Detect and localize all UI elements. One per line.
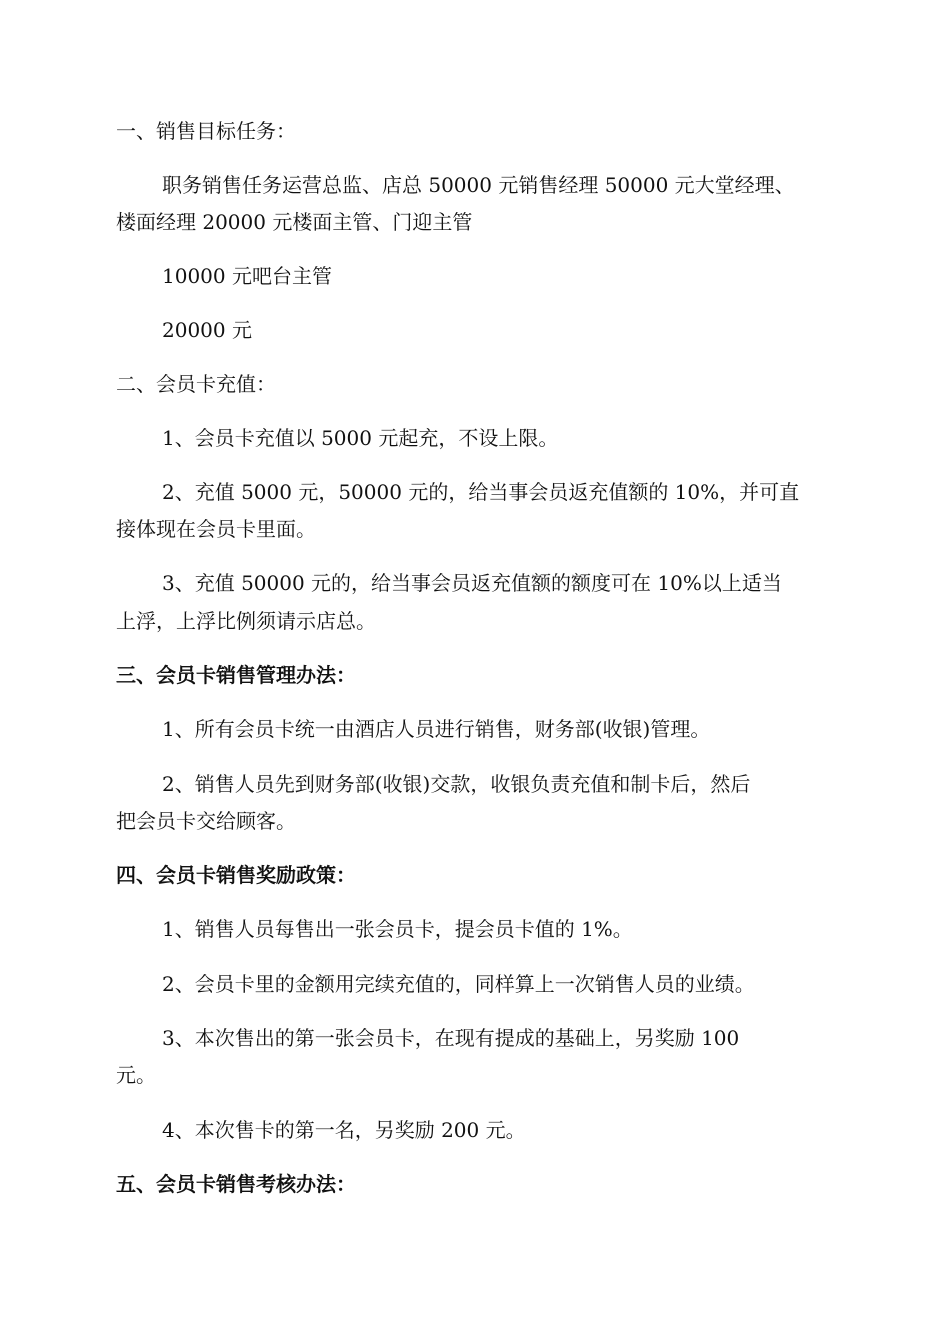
reward-item-2: 2、会员卡里的金额用完续充值的，同样算上一次销售人员的业绩。 bbox=[162, 972, 755, 996]
recharge-item-2-line-2: 接体现在会员卡里面。 bbox=[116, 517, 316, 541]
section-3-heading: 三、会员卡销售管理办法： bbox=[116, 663, 356, 687]
sales-target-amount: 20000 元 bbox=[162, 318, 252, 342]
recharge-item-1: 1、会员卡充值以 5000 元起充，不设上限。 bbox=[162, 426, 559, 450]
reward-item-4: 4、本次售卡的第一名，另奖励 200 元。 bbox=[162, 1118, 526, 1142]
sales-target-text-line-2: 楼面经理 20000 元楼面主管、门迎主管 bbox=[116, 210, 473, 234]
management-item-2-line-2: 把会员卡交给顾客。 bbox=[116, 809, 296, 833]
reward-item-3-line-2: 元。 bbox=[116, 1063, 156, 1087]
recharge-item-3-line-1: 3、充值 50000 元的，给当事会员返充值额的额度可在 10%以上适当 bbox=[162, 571, 782, 595]
section-5-heading: 五、会员卡销售考核办法： bbox=[116, 1172, 356, 1196]
sales-target-text-line-1: 职务销售任务运营总监、店总 50000 元销售经理 50000 元大堂经理、 bbox=[162, 173, 795, 197]
recharge-item-3-line-2: 上浮，上浮比例须请示店总。 bbox=[116, 609, 376, 633]
management-item-1: 1、所有会员卡统一由酒店人员进行销售，财务部(收银)管理。 bbox=[162, 717, 711, 741]
reward-item-3-line-1: 3、本次售出的第一张会员卡，在现有提成的基础上，另奖励 100 bbox=[162, 1026, 740, 1050]
recharge-item-2-line-1: 2、充值 5000 元，50000 元的，给当事会员返充值额的 10%，并可直 bbox=[162, 480, 800, 504]
sales-target-bar-supervisor: 10000 元吧台主管 bbox=[162, 264, 332, 288]
management-item-2-line-1: 2、销售人员先到财务部(收银)交款，收银负责充值和制卡后，然后 bbox=[162, 772, 751, 796]
section-4-heading: 四、会员卡销售奖励政策： bbox=[116, 863, 356, 887]
section-2-heading: 二、会员卡充值： bbox=[116, 372, 276, 396]
section-1-heading: 一、销售目标任务： bbox=[116, 119, 296, 143]
reward-item-1: 1、销售人员每售出一张会员卡，提会员卡值的 1%。 bbox=[162, 917, 633, 941]
